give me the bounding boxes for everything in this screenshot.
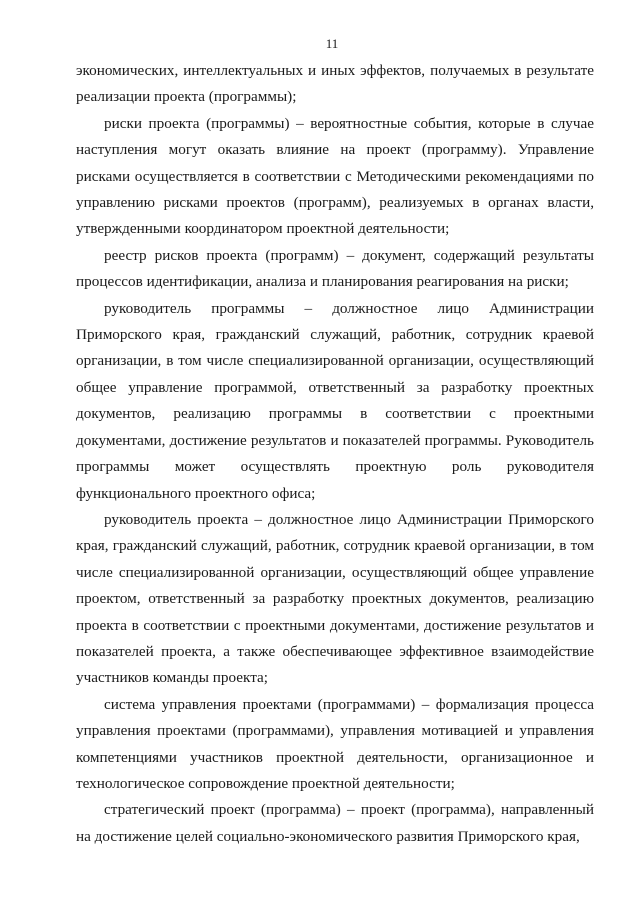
paragraph-risk-register-definition: реестр рисков проекта (программ) – документ, содержащий результаты процессов идентификации, анализа и планирования реагирования на риски; xyxy=(76,246,594,291)
paragraph-program-head-definition: руководитель программы – должностное лицо Администрации Приморского края, гражданский служащий, работник, сотрудник краевой организации, в том числе специализированной организации, осуществляющий общее управление программой, ответственный за разработку проектных документов, реализацию программы в соответствии с проектными документами, достижение результатов и показателей программы. Руководитель программы может осуществлять проектную роль руководителя функционального проектного офиса; xyxy=(76,299,594,502)
page-number: 11 xyxy=(325,36,339,51)
paragraph-strategic-project-definition: стратегический проект (программа) – проект (программа), направленный на достижение целей социально-экономического развития Приморского края, xyxy=(76,801,594,845)
paragraph-continuation: экономических, интеллектуальных и иных эффектов, получаемых в результате реализации проекта (программы); xyxy=(76,62,594,106)
paragraph-management-system-definition: система управления проектами (программами) – формализация процесса управления проектами (программами), управления мотивацией и управления компетенциями участников проектной деятельности, организационное и технологическое сопровождение проектной деятельности; xyxy=(76,695,594,792)
document-body xyxy=(76,58,594,850)
paragraph-project-head-definition: руководитель проекта – должностное лицо Администрации Приморского края, гражданский служащий, работник, сотрудник краевой организации, в том числе специализированной организации, осуществляющий общее управление проектом, ответственный за разработку проектных документов, реализацию проекта в соответствии с проектными документами, достижение результатов и показателей проекта, а также обеспечивающее эффективное взаимодействие участников команды проекта; xyxy=(76,510,594,687)
paragraph-risks-definition: риски проекта (программы) – вероятностные события, которые в случае наступления могут оказать влияние на проект (программу). Управление рисками осуществляется в соответствии с Методическими рекомендациями по управлению рисками проектов (программ), реализуемых в органах власти, утвержденными координатором проектной деятельности; xyxy=(76,114,594,238)
